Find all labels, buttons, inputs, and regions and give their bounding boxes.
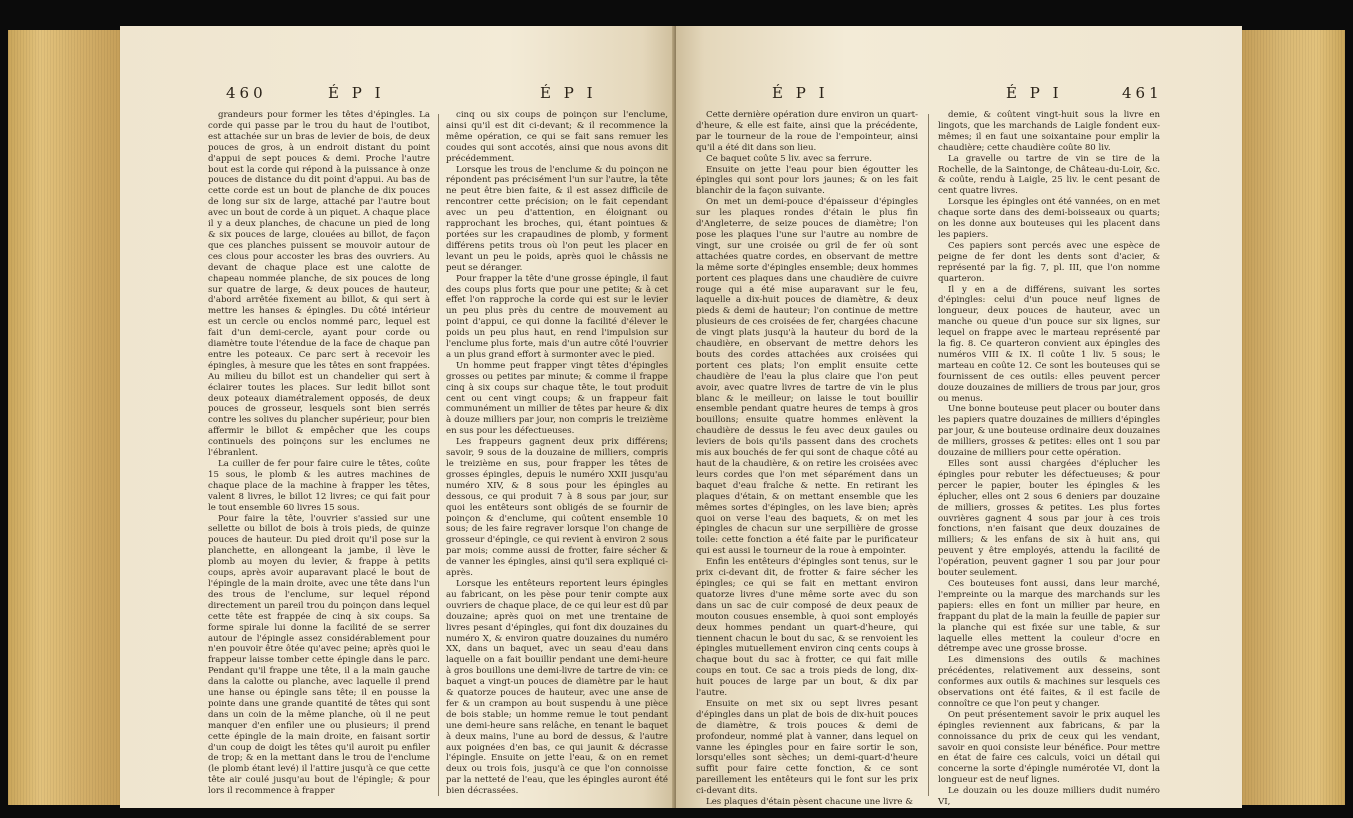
paragraph: Les frappeurs gagnent deux prix différens; savoir, 9 sous de la douzaine de milliers, compris le treizième en sus, pour frapper les têtes de grosses épingles, depuis le numéro XXII jusqu'au numéro XIV, & 8 sous pour les épingles au dessous, ce qui produit 7 à 8 sous par jour, sur quoi les entêteurs sont obligés de se fournir de poinçon & d'enclume, qui coûtent ensemble 10 sous; de les faire regraver lorsque l'on change de grosseur d'épingle, ce qui revient à environ 2 sous par mois; comme aussi de frotter, faire sécher & de vanner les épingles, ainsi qu'il sera expliqué ci-après. <box>446 437 668 579</box>
paragraph: Ce baquet coûte 5 liv. avec sa ferrure. <box>706 153 872 164</box>
paragraph: Lorsque les trous de l'enclume & du poinçon ne répondent pas précisément l'un sur l'autre, la tête ne peut être bien faite, & il est assez difficile de rencontrer cette précision; on le fait cependant avec un peu d'attention, en éloignant ou rapprochant les broches, qui, étant pointues & portées sur les crapaudines de plomb, y forment différens petits trous où l'on peut les placer en levant un peu le poids, après quoi le châssis ne peut se déranger. <box>446 164 668 273</box>
right-running-head: É P I <box>1006 84 1063 102</box>
paragraph: Une bonne bouteuse peut placer ou bouter dans les papiers quatre douzaines de milliers d'épingles par jour, & une bouteuse ordinaire deux douzaines de milliers, grosses & petites: elles ont 1 sou par douzaine de milliers pour cette opération. <box>938 404 1160 459</box>
paragraph: Ensuite on jette l'eau pour bien égoutter les épingles qui sont pour lors jaunes; & on les fait blanchir de la façon suivante. <box>696 164 918 197</box>
left-page <box>120 26 676 808</box>
paragraph: La cuiller de fer pour faire cuire le têtes, coûte 15 sous, le plomb & les autres machines de chaque place de la machine à frapper les têtes, valent 8 livres, le billot 12 livres; ce qui fait pour le tout ensemble 60 livres 15 sous. <box>208 459 430 513</box>
page-edges-right <box>1233 30 1345 805</box>
paragraph: demie, & coûtent vingt-huit sous la livre en lingots, que les marchands de Laigle fondent eux-mêmes; il en faut une soixantaine pour emplir la chaudière; cette chaudière coûte 80 liv. <box>938 110 1160 153</box>
paragraph: On met un demi-pouce d'épaisseur d'épingles sur les plaques rondes d'étain le plus fin d'Angleterre, de seize pouces de diamètre; l'on pose les plaques l'une sur l'autre au nombre de vingt, sur une croisée ou gril de fer où sont attachées quatre cordes, en observant de mettre la même sorte d'épingles ensemble; deux hommes portent ces plaques dans une chaudière de cuivre rouge qui a été mise auparavant sur le feu, laquelle a dix-huit pouces de diamètre, & deux pieds & demi de hauteur; l'on continue de mettre plusieurs de ces croisées de fer, chargées chacune de vingt plats jusqu'à la hauteur du bord de la chaudière, en observant de mettre dehors les bouts des cordes attachées aux croisées qui portent ces plats; l'on emplit ensuite cette chaudière de l'eau la plus claire que l'on peut avoir, avec quatre livres de tartre de vin le plus blanc & le meilleur; on laisse le tout bouillir ensemble pendant quatre heures de temps à gros bouillons; ensuite quatre hommes enlèvent la chaudière de dessus le feu avec deux gaules ou leviers de bois qu'ils passent dans des crochets mis aux bouchés de fer qui sont de chaque côté au haut de la chaudière, & on retire les croisées avec leurs cordes que l'on met séparément dans un baquet d'eau fraîche & nette. En retirant les plaques d'étain, & on mettant ensemble que les mêmes sortes d'épingles, on les lave bien; après quoi on verse l'eau des baquets, & on met les épingles de chacun sur une serpillière de grosse toile: cette fonction a été faite par le purificateur qui est aussi le tourneur de la roue à empointer. <box>696 197 918 557</box>
paragraph: Pour faire la tête, l'ouvrier s'assied sur une sellette ou billot de bois à trois pieds, de quinze pouces de hauteur. Du pied droit qu'il pose sur la planchette, en allongeant la jambe, il lève le plomb au moyen du levier, & frappe à petits coups, après avoir auparavant placé le bout de l'épingle de la main droite, avec une tête dans l'un des trous de l'enclume, sur lequel répond directement un pareil trou du poinçon dans lequel cette tête est frappée de cinq à six coups. Sa forme spirale lui donne la facilité de se serrer autour de l'épingle assez considérablement pour n'en pouvoir être ôtée qu'avec peine; après quoi le frappeur laisse tomber cette épingle dans le parc. Pendant qu'il frappe une tête, il a la main gauche dans la calotte ou planche, avec laquelle il prend une hanse ou épingle sans tête; il en pousse la pointe dans une grande quantité de têtes qui sont dans un coin de la même planche, où il ne peut manquer d'en enfiler une ou plusieurs; il prend cette épingle de la main droite, en faisant sortir d'un coup de doigt les têtes qu'il auroit pu enfiler de trop; & en la mettant dans le trou de l'enclume (le plomb étant levé) il l'attire jusqu'à ce que cette tête air coulé jusqu'au bout de l'épingle; & pour lors il recommence à frapper <box>208 513 430 797</box>
paragraph: grandeurs pour former les têtes d'épingles. La corde qui passe par le trou du haut de l'outibot, est attachée sur un bras de levier de bois, de deux pouces de gros, à un endroit distant du point d'appui de sept pouces & demi. Proche l'autre bout est la corde qui répond à la puissance à onze pouces de distance du dit point d'appui. Au bas de cette corde est un bout de planche de dix pouces de long sur six de large, attaché par l'autre bout avec un bout de corde à un piquet. A chaque place il y a deux planches, de chacune un pied de long & six pouces de large, clouées au billot, de façon que ces planches puissent se mouvoir autour de ces clous pour accoster les bras des ouvriers. Au devant de chaque place est une calotte de chapeau nommée planche, de six pouces de long sur quatre de large, & deux pouces de hauteur, d'abord arrêtée fixement au billot, & qui sert à mettre les hanses & épingles. Du côté intérieur est un cercle ou enclos nommé parc, lequel est fait d'un demi-cercle, ayant pour corde ou diamètre toute l'étendue de la face de chaque pan entre les poteaux. Ce parc sert à recevoir les épingles, à mesure que les têtes en sont frappées. Au milieu du billot est un chandelier qui sert à éclairer toutes les places. Sur ledit billot sont deux poteaux diamétralement opposés, de deux pouces de grosseur, lesquels sont bien serrés contre les solives du plancher supérieur, pour bien affermir le billot & empêcher que les coups continuels des poinçons sur les enclumes ne l'ébranlent. <box>208 110 430 459</box>
paragraph: cinq ou six coups de poinçon sur l'enclume, ainsi qu'il est dit ci-devant; & il recommence la même opération, ce qui se fait sans remuer les coudes qui sont accotés, ainsi que nous avons dit précédemment. <box>446 110 668 164</box>
page-edges-left <box>8 30 138 805</box>
left-running-head-right: É P I <box>540 84 597 102</box>
paragraph: Cette dernière opération dure environ un quart-d'heure, & elle est faite, ainsi que la précédente, par le tourneur de la roue de l'empointeur, ainsi qu'il a été dit dans son lieu. <box>696 110 918 153</box>
paragraph: Lorsque les épingles ont été vannées, on en met chaque sorte dans des demi-boisseaux ou quarts; on les donne aux bouteuses qui les placent dans les papiers. <box>938 197 1160 240</box>
paragraph: Lorsque les entêteurs reportent leurs épingles au fabricant, on les pèse pour tenir compte aux ouvriers de chaque place, de ce qui leur est dû par douzaine; après quoi on met une trentaine de livres pesant d'épingles, qui font dix douzaines du numéro X, & environ quatre douzaines du numéro XX, dans un baquet, avec un seau d'eau dans laquelle on a fait bouillir pendant une demi-heure à gros bouillons une demi-livre de tartre de vin: ce baquet a vingt-un pouces de diamètre par le haut & quatorze pouces de hauteur, avec une anse de fer & un crampon au bout suspendu à une pièce de bois stable; un homme remue le tout pendant une demi-heure sans relâche, en tenant le baquet à deux mains, l'une au bord de dessus, & l'autre aux poignées d'en bas, ce qui jaunit & décrasse l'épingle. Ensuite on jette l'eau, & on en remet deux ou trois fois, jusqu'à ce que l'on connoisse par la netteté de l'eau, que les épingles auront été bien décrassées. <box>446 578 668 797</box>
paragraph: Les plaques d'étain pèsent chacune une livre & <box>706 797 913 808</box>
right-column-2 <box>938 110 1160 808</box>
paragraph: Il y en a de différens, suivant les sortes d'épingles: celui d'un pouce neuf lignes de longueur, deux pouces de hauteur, avec un manche ou queue d'un pouce sur six lignes, sur lequel on frappe avec le marteau représenté par la fig. 8. Ce quarteron convient aux épingles des numéros VIII & IX. Il coûte 1 liv. 5 sous; le marteau en coûte 12. Ce sont les bouteuses qui se fournissent de ces outils: elles peuvent percer douze douzaines de milliers de trous par jour, gros ou menus. <box>938 284 1160 404</box>
right-column-1 <box>696 110 918 808</box>
left-column-2 <box>446 110 668 797</box>
paragraph: Les dimensions des outils & machines précédentes, relativement aux desseins, sont conformes aux outils & machines sur lesquels ces observations ont été faites, & il est facile de connoître ce que l'on peut y changer. <box>938 655 1160 709</box>
paragraph: Ensuite on met six ou sept livres pesant d'épingles dans un plat de bois de dix-huit pouces de diamètre, & trois pouces & demi de profondeur, nommé plat à vanner, dans lequel on vanne les épingles pour en faire sortir le son, lorsqu'elles sont sèches; un demi-quart-d'heure suffit pour faire cette fonction, & ce sont pareillement les entêteurs qui le font sur les prix ci-devant dits. <box>696 698 918 797</box>
left-column-1 <box>208 110 430 797</box>
right-running-head-left: É P I <box>772 84 829 102</box>
paragraph: Un homme peut frapper vingt têtes d'épingles grosses ou petites par minute; & comme il frappe cinq à six coups sur chaque tête, le tout produit cent ou cent vingt coups; & un frappeur fait communément un millier de têtes par heure & dix à douze milliers par jour, non compris le treizième en sus pour les défectueuses. <box>446 360 668 437</box>
open-book <box>8 12 1345 812</box>
column-rule-left <box>438 114 439 796</box>
paragraph: Enfin les entêteurs d'épingles sont tenus, sur le prix ci-devant dit, de frotter & faire sécher les épingles; ce qui se fait en mettant environ quatorze livres d'une même sorte avec du son dans un sac de cuir composé de deux peaux de mouton cousues ensemble, à quoi sont employés deux hommes pendant un quart-d'heure, qui tiennent chacun le bout du sac, & se renvoient les épingles mutuellement environ cinq cents coups à chaque bout du sac à frotter, ce qui fait mille coups en tout. Ce sac a trois pieds de long, dix-huit pouces de large par un bout, & dix par l'autre. <box>696 557 918 699</box>
paragraph: Le douzain ou les douze milliers dudit numéro VI, <box>938 786 1160 808</box>
paragraph: On peut présentement savoir le prix auquel les épingles reviennent aux fabricans, & par la connoissance du prix de ceux qui les vendant, savoir en quoi consiste leur bénéfice. Pour mettre en état de faire ces calculs, voici un détail qui concerne la sorte d'épingle numérotée VI, dont la longueur est de neuf lignes. <box>938 709 1160 786</box>
paragraph: Elles sont aussi chargées d'éplucher les épingles pour rebuter les défectueuses; & pour percer le papier, bouter les épingles & les éplucher, elles ont 2 sous 6 deniers par douzaine de milliers, grosses & petites. Les plus fortes ouvrières gagnent 4 sous par jour à ces trois fonctions, n'en faisant que deux douzaines de milliers; & les enfans de six à huit ans, qui peuvent y être employés, attendu la facilité de l'opération, peuvent gagner 1 sou par jour pour bouter seulement. <box>938 459 1160 579</box>
paragraph: Ces papiers sont percés avec une espèce de peigne de fer dont les dents sont d'acier, & représenté par la fig. 7, pl. III, que l'on nomme quarteron. <box>938 240 1160 284</box>
left-page-number: 460 <box>226 84 267 102</box>
column-rule-right <box>928 114 929 796</box>
right-page-number: 461 <box>1122 84 1163 102</box>
left-running-head: É P I <box>328 84 385 102</box>
paragraph: Ces bouteuses font aussi, dans leur marché, l'empreinte ou la marque des marchands sur les papiers: elles en font un millier par heure, en frappant du plat de la main la feuille de papier sur la planche qui est fixée sur une table, & sur laquelle elles mettent la couleur d'ocre en détrempe avec une grosse brosse. <box>938 578 1160 655</box>
paragraph: La gravelle ou tartre de vin se tire de la Rochelle, de la Saintonge, de Château-du-Loir, &c. & coûte, rendu à Laigle, 25 liv. le cent pesant de cent quatre livres. <box>938 153 1160 197</box>
paragraph: Pour frapper la tête d'une grosse épingle, il faut des coups plus forts que pour une petite; & à cet effet l'on rapproche la corde qui est sur le levier un peu plus près du centre de mouvement au point d'appui, ce qui donne la facilité d'élever le poids un peu plus haut, en rend l'impulsion sur l'enclume plus forte, mais d'un autre côté l'ouvrier a un plus grand effort à surmonter avec le pied. <box>446 273 668 360</box>
right-page <box>676 26 1242 808</box>
